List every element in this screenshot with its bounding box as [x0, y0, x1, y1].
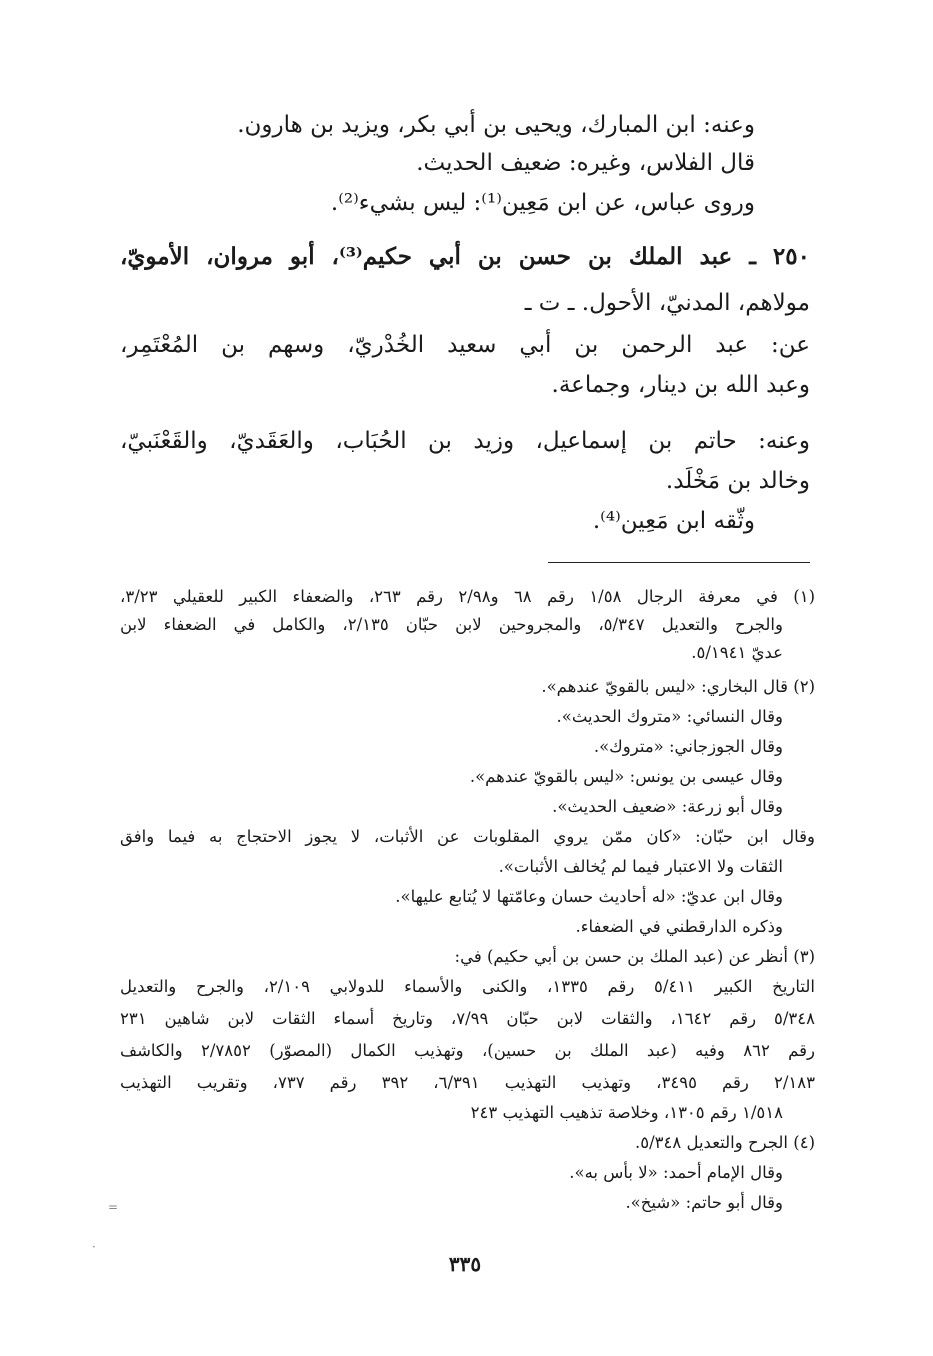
- entry-heading-line: ٢٥٠ ـ عبد الملك بن حسن بن أبي حكيم⁽³⁾، أبو مروان، الأمويّ،: [120, 243, 810, 270]
- footnote-line-12: وذكره الدارقطني في الضعفاء.: [575, 917, 783, 936]
- footnote-line-10: الثقات ولا الاعتبار فيما لم يُخالف الأثبات».: [498, 857, 783, 876]
- main-line-2: قال الفلاس، وغيره: ضعيف الحديث.: [416, 150, 755, 176]
- footnote-line-6: وقال الجوزجاني: «متروك».: [593, 737, 783, 756]
- scan-artifact-mark: =: [108, 1200, 119, 1214]
- footnote-separator: [548, 562, 810, 563]
- scan-artifact-mark-2: ·: [92, 1240, 96, 1254]
- footnote-line-7: وقال عيسى بن يونس: «ليس بالقويّ عندهم».: [469, 767, 783, 786]
- main-line-1: وعنه: ابن المبارك، ويحيى بن أبي بكر، ويزيد بن هارون.: [237, 112, 755, 138]
- footnote-line-16: رقم ٨٦٢ وفيه (عبد الملك بن حسين)، وتهذيب الكمال (المصوّر) ٢/٧٨٥٢ والكاشف: [120, 1041, 815, 1060]
- main-line-3: وروى عباس، عن ابن مَعِين⁽¹⁾: ليس بشيء⁽²⁾.: [330, 190, 755, 216]
- footnote-line-13: (٣) أنظر عن (عبد الملك بن حسن بن أبي حكيم) في:: [454, 947, 815, 966]
- footnote-line-9: وقال ابن حبّان: «كان ممّن يروي المقلوبات عن الأثبات، لا يجوز الاحتجاج به فيما وافق: [120, 827, 815, 846]
- main-line-5: مولاهم، المدنيّ، الأحول. ـ ت ـ: [524, 290, 810, 316]
- main-line-8: وعنه: حاتم بن إسماعيل، وزيد بن الحُبَاب، والعَقَديّ، والقَعْنَبيّ،: [120, 428, 810, 454]
- footnote-line-19: (٤) الجرح والتعديل ٥/٣٤٨.: [634, 1133, 815, 1152]
- main-line-7: وعبد الله بن دينار، وجماعة.: [551, 372, 810, 398]
- footnote-line-8: وقال أبو زرعة: «ضعيف الحديث».: [552, 797, 783, 816]
- main-line-6: عن: عبد الرحمن بن أبي سعيد الخُدْريّ، وسهم بن المُعْتَمِر،: [120, 332, 810, 358]
- main-line-9: وخالد بن مَخْلَد.: [665, 468, 810, 494]
- footnote-line-15: ٥/٣٤٨ رقم ١٦٤٢، والثقات لابن حبّان ٧/٩٩، وتاريخ أسماء الثقات لابن شاهين ٢٣١: [120, 1009, 816, 1028]
- footnote-line-21: وقال أبو حاتم: «شيخ».: [625, 1193, 783, 1212]
- footnote-line-3: عديّ ٥/١٩٤١.: [691, 643, 783, 662]
- footnote-line-4: (٢) قال البخاري: «ليس بالقويّ عندهم».: [541, 677, 815, 696]
- footnote-line-5: وقال النسائي: «متروك الحديث».: [556, 707, 783, 726]
- footnote-line-18: ١/٥١٨ رقم ١٣٠٥، وخلاصة تذهيب التهذيب ٢٤٣: [470, 1103, 783, 1122]
- footnote-line-17: ٢/١٨٣ رقم ٣٤٩٥، وتهذيب التهذيب ٦/٣٩١، ٣٩٢ رقم ٧٣٧، وتقريب التهذيب: [120, 1073, 815, 1092]
- footnote-line-11: وقال ابن عديّ: «له أحاديث حسان وعامّتها لا يُتابع عليها».: [395, 887, 783, 906]
- main-line-10: وثّقه ابن مَعِين⁽⁴⁾.: [592, 508, 755, 534]
- footnote-line-1: (١) في معرفة الرجال ١/٥٨ رقم ٦٨ و٢/٩٨ رقم ٢٦٣، والضعفاء الكبير للعقيلي ٣/٢٣،: [120, 587, 816, 606]
- footnote-line-20: وقال الإمام أحمد: «لا بأس به».: [569, 1163, 783, 1182]
- page-number: ٣٣٥: [448, 1252, 482, 1276]
- footnote-line-2: والجرح والتعديل ٥/٣٤٧، والمجروحين لابن حبّان ٢/١٣٥، والكامل في الضعفاء لابن: [120, 615, 783, 634]
- footnote-line-14: التاريخ الكبير ٥/٤١١ رقم ١٣٣٥، والكنى والأسماء للدولابي ٢/١٠٩، والجرح والتعديل: [120, 977, 816, 996]
